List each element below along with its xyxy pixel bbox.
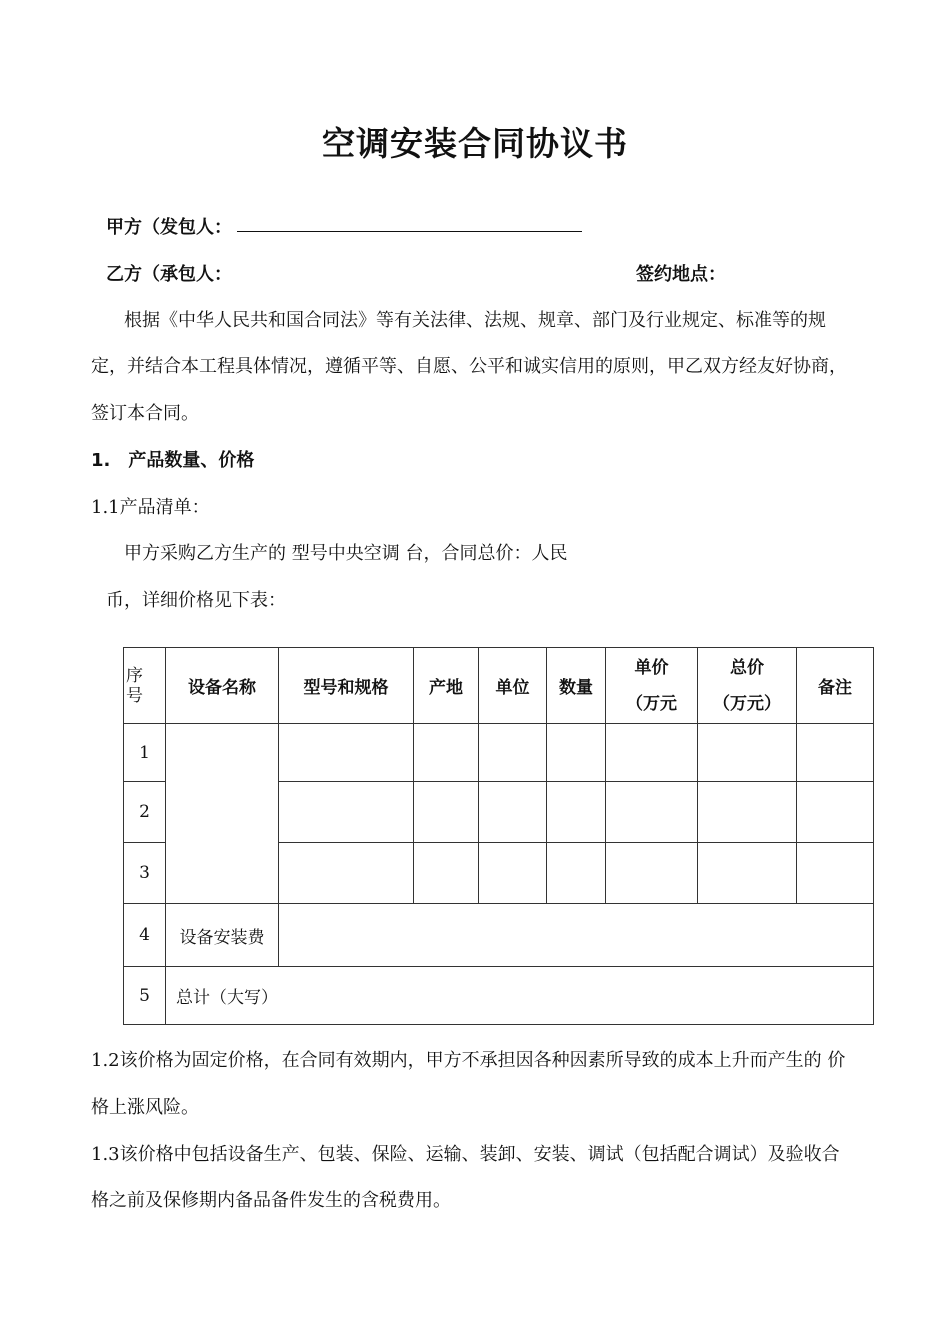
party-b-label: 乙方（承包人： bbox=[106, 264, 232, 285]
row-seq: 3 bbox=[124, 843, 166, 904]
header-qty: 数量 bbox=[547, 648, 606, 724]
header-name: 设备名称 bbox=[166, 648, 279, 724]
cell bbox=[797, 782, 874, 843]
header-remark: 备注 bbox=[797, 648, 874, 724]
cell bbox=[606, 782, 698, 843]
cell bbox=[547, 782, 606, 843]
row-seq: 2 bbox=[124, 782, 166, 843]
cell bbox=[279, 843, 414, 904]
table-row bbox=[124, 724, 874, 782]
cell bbox=[279, 782, 414, 843]
cell bbox=[698, 843, 797, 904]
header-model: 型号和规格 bbox=[279, 648, 414, 724]
cell bbox=[698, 782, 797, 843]
intro-line-3: 签订本合同。 bbox=[91, 403, 199, 424]
total-caps-label: 总计（大写） bbox=[166, 967, 874, 1025]
cell bbox=[547, 724, 606, 782]
cell bbox=[797, 724, 874, 782]
page-title: 空调安装合同协议书 bbox=[322, 124, 628, 163]
section-1-2-line-2: 格上涨风险。 bbox=[91, 1097, 199, 1118]
table-row bbox=[124, 967, 874, 1025]
cell bbox=[606, 724, 698, 782]
table-row bbox=[124, 904, 874, 967]
section-1-heading: 1. 产品数量、价格 bbox=[91, 450, 255, 471]
cell bbox=[279, 724, 414, 782]
row-seq: 5 bbox=[124, 967, 166, 1025]
table-header-row bbox=[124, 648, 874, 724]
section-1-3-line-2: 格之前及保修期内备品备件发生的含税费用。 bbox=[91, 1190, 451, 1211]
install-fee-value bbox=[279, 904, 874, 967]
header-origin: 产地 bbox=[414, 648, 479, 724]
install-fee-label: 设备安装费 bbox=[166, 904, 279, 967]
header-seq: 序号 bbox=[124, 648, 166, 724]
cell bbox=[547, 843, 606, 904]
sign-place-label: 签约地点： bbox=[636, 264, 726, 285]
purchase-line-1: 甲方采购乙方生产的 型号中央空调 台，合同总价：人民 bbox=[124, 543, 568, 564]
cell bbox=[414, 843, 479, 904]
device-name-cell bbox=[166, 724, 279, 904]
cell bbox=[479, 843, 547, 904]
header-total-price: 总价 （万元） bbox=[698, 648, 797, 724]
intro-line-1: 根据《中华人民共和国合同法》等有关法律、法规、规章、部门及行业规定、标准等的规 bbox=[124, 310, 826, 331]
cell bbox=[606, 843, 698, 904]
section-1-2-line-1: 1.2该价格为固定价格，在合同有效期内，甲方不承担因各种因素所导致的成本上升而产生的 价 bbox=[91, 1050, 846, 1071]
section-1-1-heading: 1.1产品清单： bbox=[91, 497, 210, 518]
cell bbox=[698, 724, 797, 782]
section-1-3-line-1: 1.3该价格中包括设备生产、包装、保险、运输、装卸、安装、调试（包括配合调试）及验收合 bbox=[91, 1144, 840, 1165]
cell bbox=[479, 724, 547, 782]
header-unit: 单位 bbox=[479, 648, 547, 724]
row-seq: 1 bbox=[124, 724, 166, 782]
party-a-underline bbox=[237, 231, 582, 232]
cell bbox=[414, 782, 479, 843]
row-seq: 4 bbox=[124, 904, 166, 967]
cell bbox=[414, 724, 479, 782]
intro-line-2: 定，并结合本工程具体情况，遵循平等、自愿、公平和诚实信用的原则，甲乙双方经友好协商， bbox=[91, 356, 847, 377]
cell bbox=[479, 782, 547, 843]
party-a-label: 甲方（发包人： bbox=[106, 217, 232, 238]
cell bbox=[797, 843, 874, 904]
purchase-line-2: 币，详细价格见下表： bbox=[106, 590, 286, 611]
price-table bbox=[123, 647, 874, 1025]
header-unit-price: 单价 （万元 bbox=[606, 648, 698, 724]
